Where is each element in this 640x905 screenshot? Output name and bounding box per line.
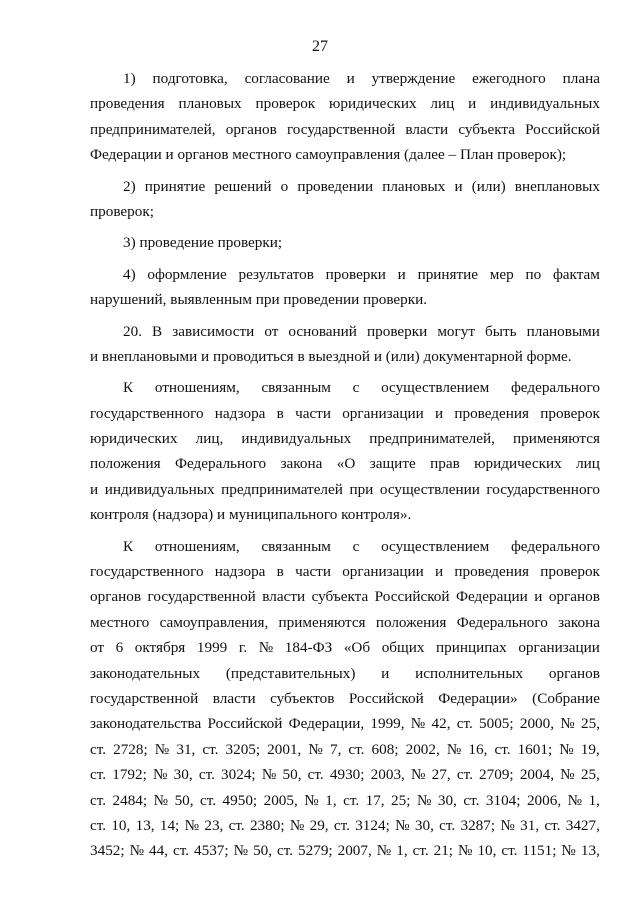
text-line: государственного надзора в части организации и проведения проверок (90, 404, 600, 422)
list-item-2 (90, 174, 600, 225)
text-line: ст. 2484; № 50, ст. 4950; 2005, № 1, ст. 17, 25; № 30, ст. 3104; 2006, № 1, (90, 791, 600, 809)
text-line: 1) подготовка, согласование и утверждение ежегодного плана (123, 70, 600, 87)
text-line: проверок; (90, 202, 154, 220)
text-line: положения Федерального закона «О защите прав юридических лиц (90, 455, 600, 473)
text-line: 20. В зависимости от оснований проверки могут быть плановыми (123, 322, 600, 340)
text-line: и внеплановыми и проводиться в выездной и (или) документарной форме. (90, 347, 572, 365)
text-line: ст. 2728; № 31, ст. 3205; 2001, № 7, ст. 608; 2002, № 16, ст. 1601; № 19, (90, 740, 600, 758)
text-line: контроля (надзора) и муниципального контроля». (90, 506, 412, 524)
text-line: государственной власти субъектов Российской Федерации» (Собрание (90, 689, 600, 707)
clause-20-paragraph (90, 319, 600, 370)
list-item-3 (90, 230, 600, 255)
text-line: и индивидуальных предпринимателей при осуществлении государственного (90, 480, 600, 498)
text-line: юридических лиц, индивидуальных предпринимателей, применяются (90, 430, 600, 448)
text-line: Федерации и органов местного самоуправления (далее – План проверок); (90, 146, 567, 164)
text-line: 2) принятие решений о проведении плановых и (или) внеплановых (123, 177, 600, 195)
relations-paragraph-2 (90, 534, 600, 864)
text-line: местного самоуправления, применяются положения Федерального закона (90, 613, 600, 631)
document-body (90, 66, 600, 870)
text-line: от 6 октября 1999 г. № 184-ФЗ «Об общих принципах организации (90, 639, 600, 657)
page-number: 27 (312, 38, 328, 55)
text-line: государственного надзора в части организации и проведения проверок (90, 563, 600, 581)
list-item-4 (90, 262, 600, 313)
text-line: нарушений, выявленным при проведении проверки. (90, 291, 428, 309)
text-line: законодательных (представительных) и исполнительных органов (90, 664, 600, 682)
text-line: законодательства Российской Федерации, 1999, № 42, ст. 5005; 2000, № 25, (90, 715, 600, 733)
text-line: 4) оформление результатов проверки и принятие мер по фактам (123, 265, 600, 283)
relations-paragraph-1 (90, 375, 600, 527)
text-line: 3) проведение проверки; (123, 234, 283, 252)
text-line: ст. 1792; № 30, ст. 3024; № 50, ст. 4930; 2003, № 27, ст. 2709; 2004, № 25, (90, 766, 600, 784)
text-line: ст. 10, 13, 14; № 23, ст. 2380; № 29, ст. 3124; № 30, ст. 3287; № 31, ст. 3427, (90, 816, 600, 834)
text-line: К отношениям, связанным с осуществлением федерального (123, 379, 600, 397)
text-line: К отношениям, связанным с осуществлением федерального (123, 537, 600, 555)
text-line: предпринимателей, органов государственной власти субъекта Российской (90, 120, 600, 138)
text-line: органов государственной власти субъекта Российской Федерации и органов (90, 588, 600, 606)
list-item-1 (90, 66, 600, 168)
text-line: 3452; № 44, ст. 4537; № 50, ст. 5279; 2007, № 1, ст. 21; № 10, ст. 1151; № 13, (90, 842, 600, 860)
text-line: проведения плановых проверок юридических лиц и индивидуальных (90, 95, 600, 113)
